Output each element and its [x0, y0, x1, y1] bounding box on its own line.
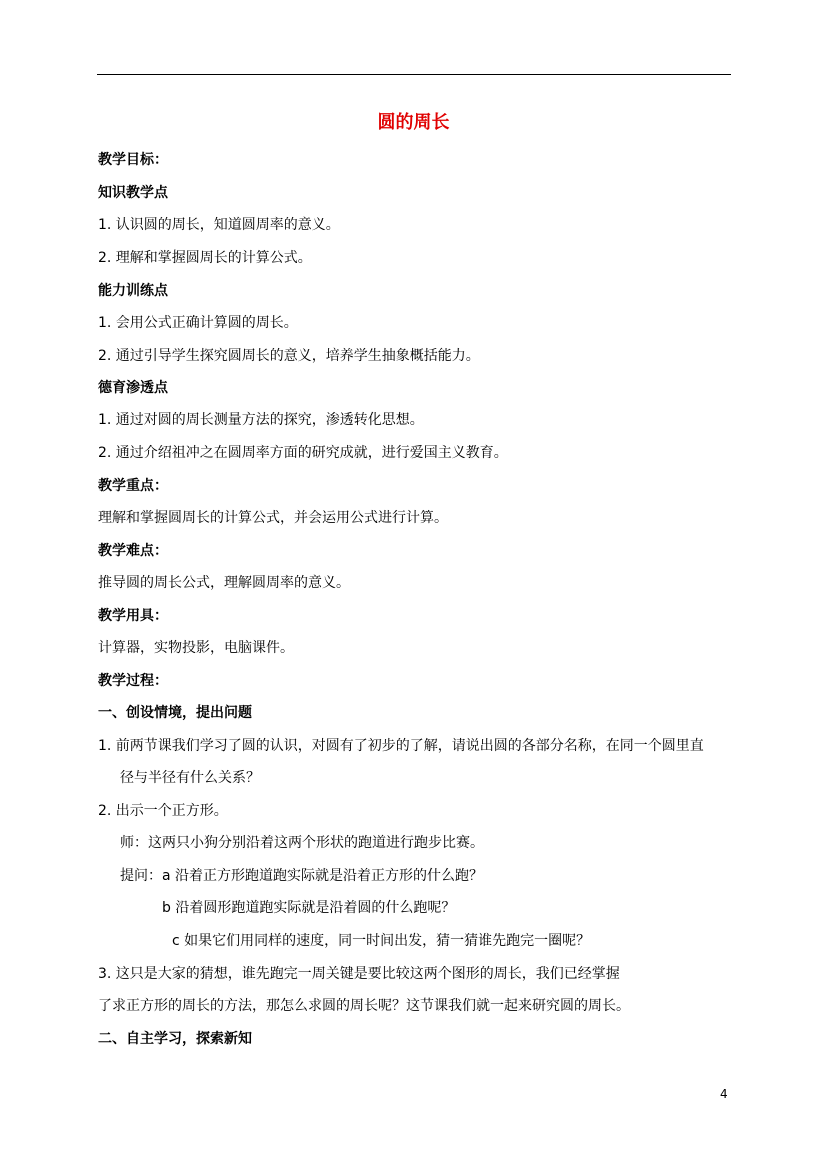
tools-text: 计算器，实物投影，电脑课件。: [98, 640, 294, 656]
part1-line-7: c 如果它们用同样的速度，同一时间出发，猜一猜谁先跑完一圈呢？: [172, 933, 591, 949]
part1-line-9: 了求正方形的周长的方法，那怎么求圆的周长呢？这节课我们就一起来研究圆的周长。: [98, 998, 630, 1014]
key-text: 理解和掌握圆周长的计算公式，并会运用公式进行计算。: [98, 510, 448, 526]
ability-item-1: 1. 会用公式正确计算圆的周长。: [98, 315, 298, 331]
document-title: 圆的周长: [377, 112, 450, 133]
part1-line-3: 2. 出示一个正方形。: [98, 803, 228, 819]
tools-heading: 教学用具：: [98, 608, 168, 624]
knowledge-heading: 知识教学点: [98, 185, 168, 201]
ability-item-2: 2. 通过引导学生探究圆周长的意义，培养学生抽象概括能力。: [98, 348, 480, 364]
part2-heading: 二、自主学习，探索新知: [98, 1031, 252, 1047]
knowledge-item-1: 1. 认识圆的周长，知道圆周率的意义。: [98, 217, 340, 233]
moral-item-2: 2. 通过介绍祖冲之在圆周率方面的研究成就，进行爱国主义教育。: [98, 445, 508, 461]
part1-line-2: 径与半径有什么关系？: [120, 770, 260, 786]
part1-heading: 一、创设情境，提出问题: [98, 705, 252, 721]
part1-line-6: b 沿着圆形跑道跑实际就是沿着圆的什么跑呢？: [162, 900, 456, 916]
objectives-heading: 教学目标：: [98, 152, 168, 168]
part1-line-5: 提问：a 沿着正方形跑道跑实际就是沿着正方形的什么跑？: [120, 868, 484, 884]
ability-heading: 能力训练点: [98, 283, 168, 299]
moral-item-1: 1. 通过对圆的周长测量方法的探究，渗透转化思想。: [98, 412, 424, 428]
difficulty-text: 推导圆的周长公式，理解圆周率的意义。: [98, 575, 350, 591]
part1-line-8: 3. 这只是大家的猜想，谁先跑完一周关键是要比较这两个图形的周长，我们已经掌握: [98, 966, 620, 982]
key-heading: 教学重点：: [98, 478, 168, 494]
knowledge-item-2: 2. 理解和掌握圆周长的计算公式。: [98, 250, 312, 266]
moral-heading: 德育渗透点: [98, 380, 168, 396]
page-number: 4: [720, 1087, 728, 1101]
process-heading: 教学过程：: [98, 673, 168, 689]
difficulty-heading: 教学难点：: [98, 543, 168, 559]
header-rule: [97, 74, 731, 75]
part1-line-4: 师：这两只小狗分别沿着这两个形状的跑道进行跑步比赛。: [120, 835, 484, 851]
part1-line-1: 1. 前两节课我们学习了圆的认识，对圆有了初步的了解，请说出圆的各部分名称，在同一个圆里直: [98, 738, 704, 754]
